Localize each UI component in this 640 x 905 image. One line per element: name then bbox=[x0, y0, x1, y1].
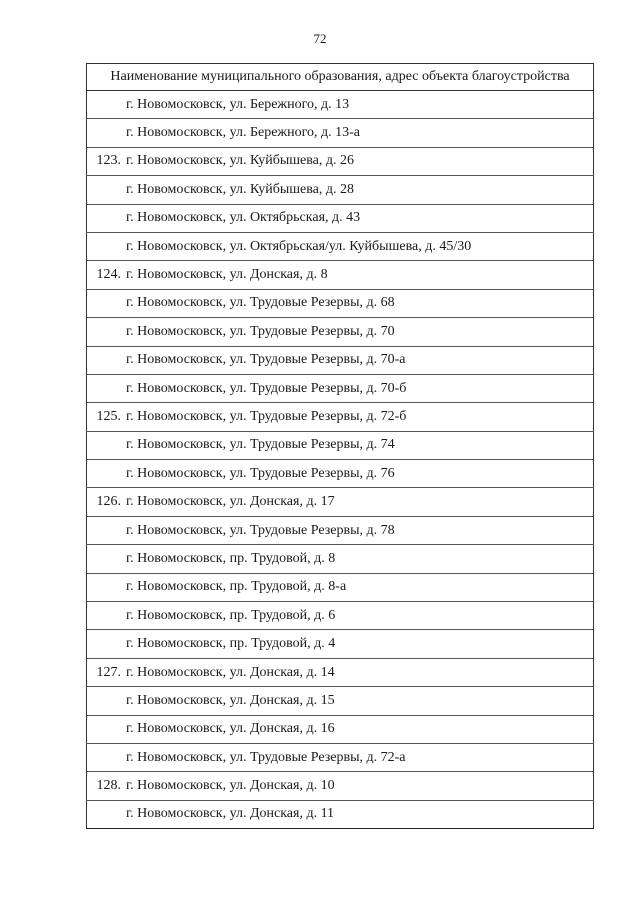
table-cell bbox=[87, 687, 594, 715]
page-number: 72 bbox=[313, 31, 327, 46]
row-content bbox=[87, 693, 593, 709]
table-row bbox=[87, 119, 594, 147]
table-cell bbox=[87, 602, 594, 630]
table-row bbox=[87, 431, 594, 459]
table-cell bbox=[87, 800, 594, 828]
table-cell bbox=[87, 743, 594, 771]
table-row bbox=[87, 516, 594, 544]
row-content bbox=[87, 494, 593, 510]
address-text: г. Новомосковск, ул. Донская, д. 14 bbox=[126, 664, 335, 680]
row-content bbox=[87, 267, 593, 283]
address-text: г. Новомосковск, ул. Трудовые Резервы, д. 74 bbox=[126, 437, 395, 453]
table-row bbox=[87, 318, 594, 346]
address-text: г. Новомосковск, ул. Трудовые Резервы, д. 72-б bbox=[126, 408, 407, 424]
address-text: г. Новомосковск, ул. Куйбышева, д. 26 bbox=[126, 153, 355, 169]
row-content bbox=[87, 778, 593, 794]
table-row bbox=[87, 743, 594, 771]
row-content bbox=[87, 125, 593, 141]
table-row bbox=[87, 772, 594, 800]
address-text: г. Новомосковск, ул. Октябрьская, д. 43 bbox=[126, 210, 361, 226]
table-row bbox=[87, 204, 594, 232]
address-text: г. Новомосковск, ул. Донская, д. 16 bbox=[126, 721, 335, 737]
row-number: 126. bbox=[96, 494, 121, 510]
address-text: г. Новомосковск, ул. Трудовые Резервы, д. 70 bbox=[126, 323, 395, 339]
row-number: 124. bbox=[96, 267, 121, 283]
table-header-row bbox=[87, 64, 594, 91]
table-row bbox=[87, 658, 594, 686]
address-text: г. Новомосковск, ул. Трудовые Резервы, д. 78 bbox=[126, 522, 395, 538]
address-text: г. Новомосковск, ул. Бережного, д. 13-а bbox=[126, 125, 360, 141]
table-row bbox=[87, 261, 594, 289]
table-row bbox=[87, 374, 594, 402]
row-content bbox=[87, 153, 593, 169]
row-content bbox=[87, 523, 593, 539]
table-row bbox=[87, 715, 594, 743]
address-text: г. Новомосковск, пр. Трудовой, д. 8 bbox=[126, 550, 336, 566]
table-cell bbox=[87, 261, 594, 289]
row-number: 127. bbox=[96, 664, 121, 680]
table-row bbox=[87, 232, 594, 260]
row-content bbox=[87, 608, 593, 624]
address-text: г. Новомосковск, ул. Донская, д. 8 bbox=[126, 267, 328, 283]
table-row bbox=[87, 687, 594, 715]
table-cell bbox=[87, 715, 594, 743]
table-row bbox=[87, 91, 594, 119]
address-text: г. Новомосковск, ул. Донская, д. 17 bbox=[126, 494, 335, 510]
table-cell bbox=[87, 630, 594, 658]
row-content bbox=[87, 295, 593, 311]
row-content bbox=[87, 97, 593, 113]
address-text: г. Новомосковск, ул. Донская, д. 10 bbox=[126, 778, 335, 794]
row-content bbox=[87, 466, 593, 482]
table-cell bbox=[87, 431, 594, 459]
table-row bbox=[87, 573, 594, 601]
address-text: г. Новомосковск, ул. Бережного, д. 13 bbox=[126, 96, 350, 112]
table-cell bbox=[87, 545, 594, 573]
row-number: 128. bbox=[96, 778, 121, 794]
table-cell bbox=[87, 91, 594, 119]
table-row bbox=[87, 545, 594, 573]
table-cell bbox=[87, 772, 594, 800]
table-row bbox=[87, 289, 594, 317]
table-row bbox=[87, 602, 594, 630]
row-content bbox=[87, 636, 593, 652]
address-text: г. Новомосковск, ул. Куйбышева, д. 28 bbox=[126, 181, 355, 197]
address-text: г. Новомосковск, пр. Трудовой, д. 8-а bbox=[126, 579, 347, 595]
address-text: г. Новомосковск, ул. Трудовые Резервы, д. 68 bbox=[126, 295, 395, 311]
row-number: 123. bbox=[96, 153, 121, 169]
row-content bbox=[87, 182, 593, 198]
table-cell bbox=[87, 289, 594, 317]
table-cell bbox=[87, 318, 594, 346]
row-content bbox=[87, 352, 593, 368]
row-content bbox=[87, 579, 593, 595]
table-cell bbox=[87, 374, 594, 402]
table-row bbox=[87, 147, 594, 175]
table-cell bbox=[87, 658, 594, 686]
row-content bbox=[87, 239, 593, 255]
address-text: г. Новомосковск, пр. Трудовой, д. 6 bbox=[126, 607, 336, 623]
row-content bbox=[87, 210, 593, 226]
table-cell bbox=[87, 176, 594, 204]
address-text: г. Новомосковск, ул. Трудовые Резервы, д. 72-а bbox=[126, 749, 406, 765]
table-row bbox=[87, 488, 594, 516]
table-cell bbox=[87, 403, 594, 431]
address-text: г. Новомосковск, пр. Трудовой, д. 4 bbox=[126, 636, 336, 652]
table-row bbox=[87, 403, 594, 431]
row-content bbox=[87, 665, 593, 681]
address-text: г. Новомосковск, ул. Трудовые Резервы, д. 76 bbox=[126, 465, 395, 481]
table-row bbox=[87, 176, 594, 204]
table-row bbox=[87, 800, 594, 828]
row-content bbox=[87, 551, 593, 567]
address-text: г. Новомосковск, ул. Трудовые Резервы, д. 70-б bbox=[126, 380, 407, 396]
address-text: г. Новомосковск, ул. Донская, д. 15 bbox=[126, 692, 335, 708]
table-cell bbox=[87, 147, 594, 175]
address-table bbox=[86, 63, 594, 829]
table-cell bbox=[87, 346, 594, 374]
table-cell bbox=[87, 460, 594, 488]
table-cell bbox=[87, 488, 594, 516]
row-number: 125. bbox=[96, 408, 121, 424]
table-cell bbox=[87, 119, 594, 147]
address-text: г. Новомосковск, ул. Донская, д. 11 bbox=[126, 806, 335, 822]
table-body bbox=[87, 91, 594, 829]
address-text: г. Новомосковск, ул. Октябрьская/ул. Куйбышева, д. 45/30 bbox=[126, 238, 472, 254]
table-row bbox=[87, 346, 594, 374]
row-content bbox=[87, 806, 593, 822]
table-row bbox=[87, 460, 594, 488]
table-cell bbox=[87, 204, 594, 232]
table-row bbox=[87, 630, 594, 658]
row-content bbox=[87, 381, 593, 397]
row-content bbox=[87, 437, 593, 453]
table-cell bbox=[87, 232, 594, 260]
row-content bbox=[87, 324, 593, 340]
table-header: Наименование муниципального образования, адрес объекта благоустройства bbox=[87, 64, 594, 91]
row-content bbox=[87, 750, 593, 766]
table-cell bbox=[87, 516, 594, 544]
table-cell bbox=[87, 573, 594, 601]
address-text: г. Новомосковск, ул. Трудовые Резервы, д. 70-а bbox=[126, 352, 406, 368]
row-content bbox=[87, 721, 593, 737]
row-content bbox=[87, 409, 593, 425]
